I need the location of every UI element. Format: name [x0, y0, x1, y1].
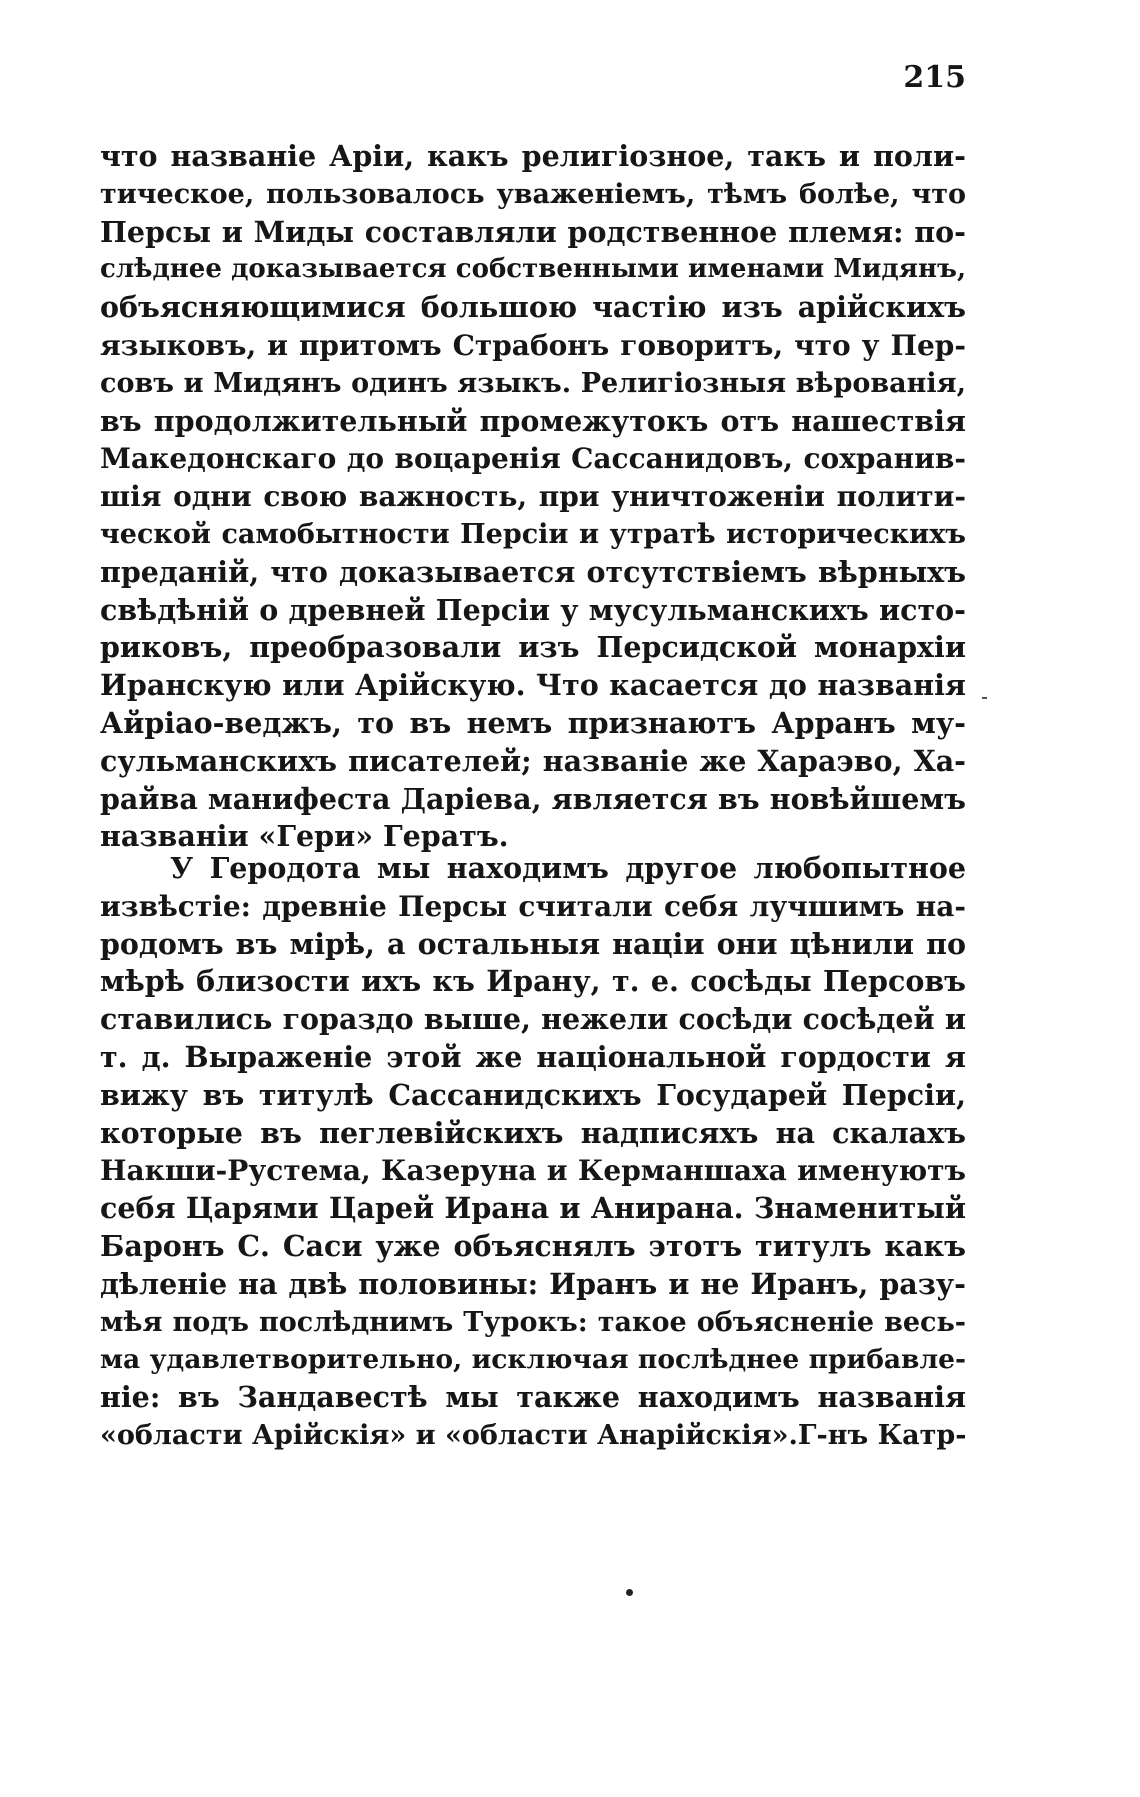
- text-line: сульманскихъ писателей; названіе же Хараэво, Ха-: [100, 743, 966, 778]
- text-line: слѣднее доказывается собственными именами Мидянъ,: [100, 254, 966, 285]
- text-line: себя Царями Царей Ирана и Анирана. Знаменитый: [100, 1191, 966, 1226]
- text-line: совъ и Мидянъ одинъ языкъ. Религіозныя вѣрованія,: [100, 367, 966, 399]
- text-line: мѣя подъ послѣднимъ Турокъ: такое объясненіе весь-: [100, 1306, 966, 1338]
- paragraph-2: [100, 850, 966, 1455]
- text-line: «области Арійскія» и «области Анарійскія».Г-нъ Катр-: [100, 1419, 967, 1451]
- text-line: извѣстіе: древніе Персы считали себя лучшимъ на-: [100, 889, 966, 923]
- text-line: Македонскаго до воцаренія Сассанидовъ, сохранив-: [100, 442, 966, 476]
- text-line: Накши-Рустема, Казеруна и Керманшаха именуютъ: [100, 1154, 966, 1188]
- page-number: 215: [903, 60, 966, 95]
- text-line: названіи «Гери» Гератъ.: [100, 819, 509, 854]
- text-line: т. д. Выраженіе этой же національной гордости я: [100, 1039, 966, 1074]
- text-line: свѣдѣній о древней Персіи у мусульманскихъ исто-: [100, 592, 966, 627]
- text-line: риковъ, преобразовали изъ Персидской монархіи: [100, 630, 966, 665]
- text-line: ческой самобытности Персіи и утратѣ историческихъ: [100, 518, 966, 550]
- text-line: вижу въ титулѣ Сассанидскихъ Государей Персіи,: [100, 1077, 966, 1112]
- text-line: въ продолжительный промежутокъ отъ нашествія: [100, 403, 966, 438]
- text-line: райва манифеста Даріева, является въ новѣйшемъ: [100, 781, 966, 816]
- text-line: что названіе Аріи, какъ религіозное, такъ и поли-: [100, 139, 966, 173]
- text-line: языковъ, и притомъ Страбонъ говоритъ, что у Пер-: [100, 328, 966, 362]
- text-line: тическое, пользовалось уваженіемъ, тѣмъ болѣе, что: [100, 178, 966, 210]
- text-line: преданій, что доказывается отсутствіемъ вѣрныхъ: [100, 554, 966, 589]
- text-line: ніе: въ Зандавестѣ мы также находимъ названія: [100, 1380, 966, 1415]
- text-line: Персы и Миды составляли родственное племя: по-: [100, 214, 966, 249]
- text-line: объясняющимися большою частію изъ арійскихъ: [100, 290, 966, 325]
- text-line: ма удавлетворительно, исключая послѣднее прибавле-: [100, 1344, 966, 1376]
- paragraph-1: [100, 138, 966, 856]
- text-line: шія одни свою важность, при уничтоженіи полити-: [100, 480, 966, 514]
- stray-mark: [982, 697, 987, 699]
- ink-dot: [626, 1589, 633, 1596]
- text-line: Баронъ С. Саси уже объяснялъ этотъ титулъ какъ: [100, 1228, 966, 1263]
- text-line: Айріао-веджъ, то въ немъ признаютъ Арранъ му-: [100, 705, 966, 740]
- text-line: ставились гораздо выше, нежели сосѣди сосѣдей и: [100, 1002, 966, 1037]
- text-line: Иранскую или Арійскую. Что касается до названія: [100, 668, 966, 703]
- text-line: дѣленіе на двѣ половины: Иранъ и не Иранъ, разу-: [100, 1266, 966, 1301]
- text-line: которые въ пеглевійскихъ надписяхъ на скалахъ: [100, 1115, 966, 1150]
- text-line: У Геродота мы находимъ другое любопытное: [170, 851, 966, 885]
- text-line: родомъ въ мірѣ, а остальныя націи они цѣнили по: [100, 926, 966, 961]
- text-line: мѣрѣ близости ихъ къ Ирану, т. е. сосѣды Персовъ: [100, 964, 966, 999]
